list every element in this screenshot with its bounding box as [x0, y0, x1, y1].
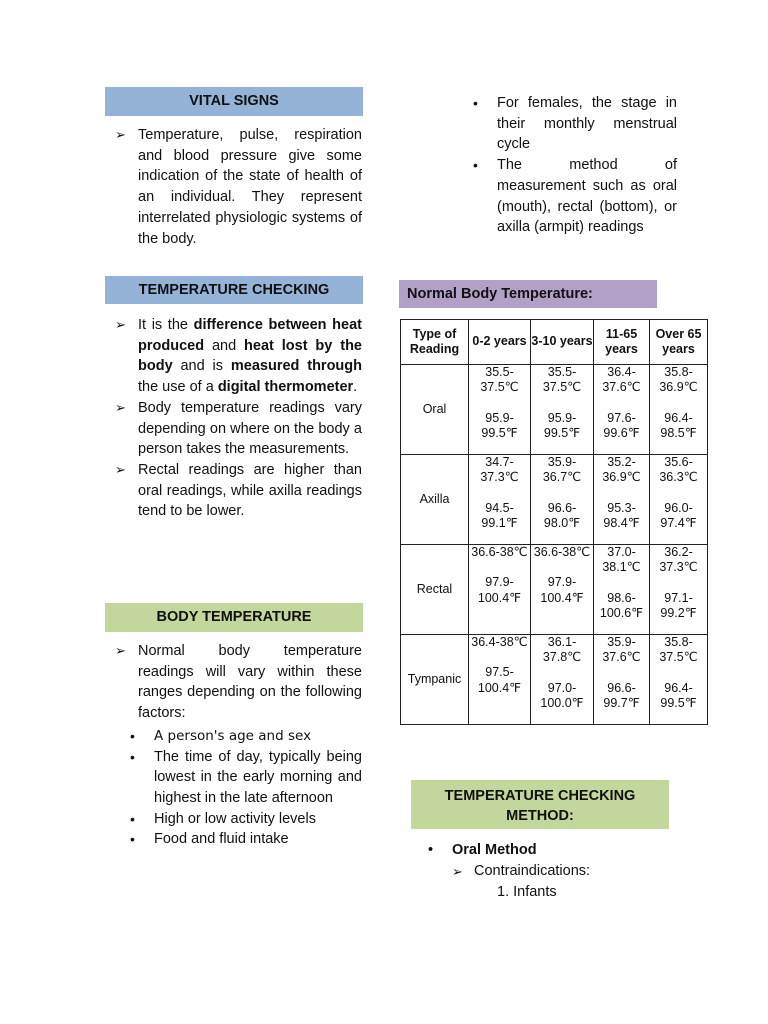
bullet-icon: • — [428, 842, 434, 858]
table-cell: 36.4-38℃ 97.5-100.4℉ — [469, 635, 531, 725]
column-header: Over 65 years — [650, 320, 708, 365]
column-header: 11-65 years — [594, 320, 650, 365]
reading-type: Rectal — [401, 545, 469, 635]
table-row — [401, 365, 708, 455]
temperature-checking-method-header: TEMPERATURE CHECKING METHOD: — [411, 780, 669, 829]
temperature-checking-section — [108, 315, 362, 522]
factor-item: • Food and fluid intake — [130, 829, 362, 850]
body-temperature-intro: ➢ Normal body temperature readings will vary within these ranges depending on the following factors: • A person's age and sex • The time of day, typically being lowest in the early morning and highest in the late afternoon • High or low activity levels • Food and fluid intake — [108, 641, 362, 850]
table-cell: 35.8-37.5℃ 96.4-99.5℉ — [650, 635, 708, 725]
reading-variation-text: ➢ Body temperature readings vary depending on where on the body a person takes the measurements. — [108, 398, 362, 460]
table-row — [401, 545, 708, 635]
normal-temperature-table — [400, 319, 708, 725]
body-temperature-section — [108, 641, 362, 850]
factor-item: • A person's age and sex — [130, 726, 362, 747]
vital-signs-header: VITAL SIGNS — [105, 87, 363, 116]
table-cell: 37.0-38.1℃ 98.6-100.6℉ — [594, 545, 650, 635]
column-header: Type of Reading — [401, 320, 469, 365]
table-cell: 35.5-37.5℃ 95.9-99.5℉ — [469, 365, 531, 455]
temperature-definition: ➢ It is the difference between heat produced and heat lost by the body and is measured through the use of a digital thermometer. — [108, 315, 362, 398]
table-cell: 35.2-36.9℃ 95.3-98.4℉ — [594, 455, 650, 545]
table-cell: 35.6-36.3℃ 96.0-97.4℉ — [650, 455, 708, 545]
table-row — [401, 635, 708, 725]
oral-method-title: Oral Method — [452, 842, 537, 858]
table-cell: 35.8-36.9℃ 96.4-98.5℉ — [650, 365, 708, 455]
vital-signs-text: ➢ Temperature, pulse, respiration and blood pressure give some indication of the state of health of an individual. They represent interrelated physiologic systems of the body. — [108, 125, 362, 249]
table-cell: 36.1-37.8℃ 97.0-100.0℉ — [531, 635, 594, 725]
table-row — [401, 455, 708, 545]
oral-method-section — [428, 840, 590, 903]
factors-continued — [473, 93, 677, 238]
contraindications-label: Contraindications: — [474, 863, 591, 879]
table-cell: 36.2-37.3℃ 97.1-99.2℉ — [650, 545, 708, 635]
rectal-oral-comparison-text: ➢ Rectal readings are higher than oral readings, while axilla readings tend to be lower. — [108, 460, 362, 522]
table-cell: 34.7-37.3℃ 94.5-99.1℉ — [469, 455, 531, 545]
table-cell: 35.9-37.6℃ 96.6-99.7℉ — [594, 635, 650, 725]
column-header: 3-10 years — [531, 320, 594, 365]
reading-type: Oral — [401, 365, 469, 455]
column-header: 0-2 years — [469, 320, 531, 365]
table-cell: 36.6-38℃ 97.9-100.4℉ — [469, 545, 531, 635]
table-cell: 36.4-37.6℃ 97.6-99.6℉ — [594, 365, 650, 455]
table-cell: 35.9-36.7℃ 96.6-98.0℉ — [531, 455, 594, 545]
temperature-checking-header: TEMPERATURE CHECKING — [105, 276, 363, 304]
arrow-bullet-icon: ➢ — [452, 864, 463, 879]
reading-type: Tympanic — [401, 635, 469, 725]
factor-item: • High or low activity levels — [130, 809, 362, 830]
factor-item: • For females, the stage in their monthly menstrual cycle — [473, 93, 677, 155]
factor-item: • The time of day, typically being lowest in the early morning and highest in the late afternoon — [130, 747, 362, 809]
vital-signs-section — [108, 125, 362, 249]
table-cell: 35.5-37.5℃ 95.9-99.5℉ — [531, 365, 594, 455]
factor-item: • The method of measurement such as oral (mouth), rectal (bottom), or axilla (armpit) readings — [473, 155, 677, 238]
normal-body-temperature-header: Normal Body Temperature: — [399, 280, 657, 308]
table-cell: 36.6-38℃ 97.9-100.4℉ — [531, 545, 594, 635]
body-temperature-header: BODY TEMPERATURE — [105, 603, 363, 632]
contraindication-item: 1. Infants — [497, 884, 557, 900]
reading-type: Axilla — [401, 455, 469, 545]
